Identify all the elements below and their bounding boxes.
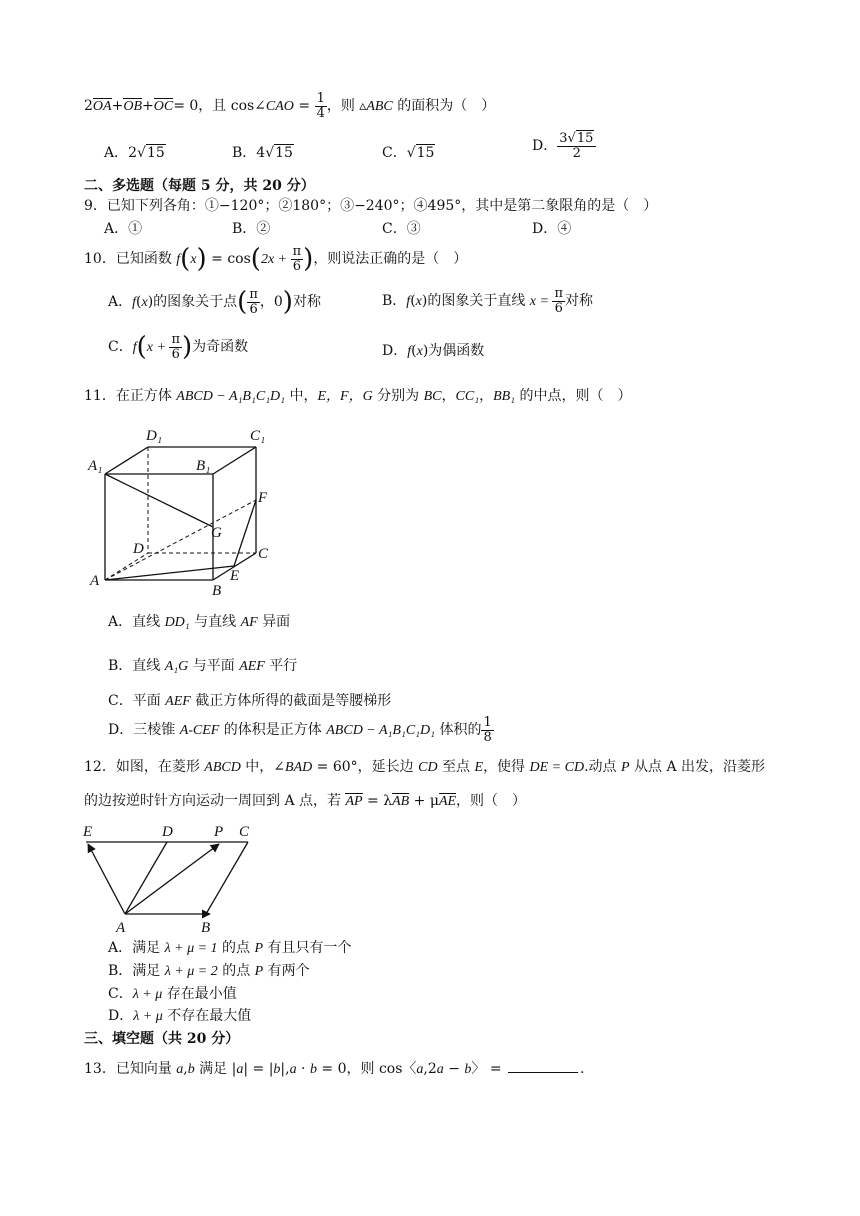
label-C: C (239, 824, 250, 840)
q13-answer-blank[interactable] (508, 1072, 578, 1073)
label-A: A (116, 920, 126, 936)
q9-option-b[interactable]: B．② (232, 221, 271, 237)
segment-A1G (105, 474, 213, 527)
label-E: E (230, 568, 240, 584)
cube-figure (80, 420, 280, 595)
q12-option-a[interactable]: A．满足 λ + μ = 1 的点 P 有且只有一个 (108, 940, 352, 956)
label-D: D (133, 541, 144, 557)
edge-B1C1 (213, 447, 256, 474)
vector-AP (125, 844, 219, 914)
q10-option-a[interactable]: A．f(x)的图象关于点( $\frac{\pi}{6}$ ，0)对称 (108, 286, 321, 317)
label-B1: B₁ (196, 458, 211, 474)
q10-option-c[interactable]: C．f(x + $\frac{\pi}{6}$ )为奇函数 (108, 331, 249, 362)
q9-stem: 9．已知下列各角：①−120°；②180°；③−240°；④495°，其中是第二象限角的是（ ） (84, 198, 658, 214)
edge-D1A1 (105, 447, 148, 474)
q10-option-d[interactable]: D．f(x)为偶函数 (382, 343, 485, 359)
q9-option-c[interactable]: C．③ (382, 221, 421, 237)
q8-option-c[interactable]: C．√15 (382, 145, 435, 161)
q10-stem: 10．已知函数 f(x) = cos(2x + $\frac{\pi}{6}$ )，则说法正确的是（ ） (84, 243, 468, 274)
q8-option-d[interactable]: D． $\frac{3√15}{2}$ (532, 132, 596, 160)
q8-option-a[interactable]: A．2√15 (104, 145, 165, 161)
q12-option-d[interactable]: D．λ + μ 不存在最大值 (108, 1008, 252, 1024)
q11-stem: 11．在正方体 ABCD − A₁B₁C₁D₁ 中，E，F，G 分别为 BC，CC₁，BB₁ 的中点，则（ ） (84, 388, 632, 404)
label-B: B (201, 920, 211, 936)
label-E: E (83, 824, 93, 840)
label-C1: C₁ (250, 428, 266, 444)
q8-fraction: $\frac{1}{4}$ (316, 91, 325, 121)
label-A1: A₁ (88, 458, 103, 474)
q12-stem-line2: 的边按逆时针方向运动一周回到 A 点，若 AP = λAB + μAE，则（ ） (84, 793, 527, 809)
section-heading-fill-in: 三、填空题（共 20 分） (84, 1031, 240, 1047)
label-B: B (212, 583, 222, 595)
q13-stem: 13．已知向量 a,b 满足 |a| = |b|,a · b = 0，则 cos〈a,2a − b〉 = . (84, 1061, 585, 1077)
label-A: A (90, 573, 100, 589)
q12-stem-line1: 12．如图，在菱形 ABCD 中，∠BAD = 60°，延长边 CD 至点 E，使得 DE = CD.动点 P 从点 A 出发，沿菱形 (84, 759, 766, 775)
q8-option-b[interactable]: B．4√15 (232, 145, 293, 161)
label-P: P (214, 824, 224, 840)
q11-option-a[interactable]: A．直线 DD₁ 与直线 AF 异面 (108, 614, 291, 630)
label-F: F (258, 490, 268, 506)
segment-AD (125, 842, 167, 914)
q8-stem: 2OA+OB+OC= 0，且 cos∠CAO = $\frac{1}{4}$ ，则 ▵ABC 的面积为（ ） (84, 91, 496, 121)
q11-option-b[interactable]: B．直线 A₁G 与平面 AEF 平行 (108, 658, 298, 674)
label-C: C (258, 546, 269, 562)
q12-option-b[interactable]: B．满足 λ + μ = 2 的点 P 有两个 (108, 963, 310, 979)
q9-option-d[interactable]: D．④ (532, 221, 572, 237)
q10-option-b[interactable]: B．f(x)的图象关于直线 x = $\frac{\pi}{6}$ 对称 (382, 286, 594, 316)
segment-CB (206, 842, 248, 914)
label-D1: D₁ (146, 428, 163, 444)
section-heading-multiple-choice: 二、多选题（每题 5 分，共 20 分） (84, 178, 315, 194)
q11-option-c[interactable]: C．平面 AEF 截正方体所得的截面是等腰梯形 (108, 693, 392, 709)
rhombus-figure (78, 820, 268, 940)
q11-option-d[interactable]: D．三棱锥 A-CEF 的体积是正方体 ABCD − A₁B₁C₁D₁ 体积的 $\frac{1}{8}$ (108, 715, 492, 745)
label-D: D (162, 824, 173, 840)
q12-option-c[interactable]: C．λ + μ 存在最小值 (108, 986, 237, 1002)
label-G: G (211, 525, 222, 541)
q9-option-a[interactable]: A．① (104, 221, 143, 237)
vector-AE (88, 844, 125, 914)
